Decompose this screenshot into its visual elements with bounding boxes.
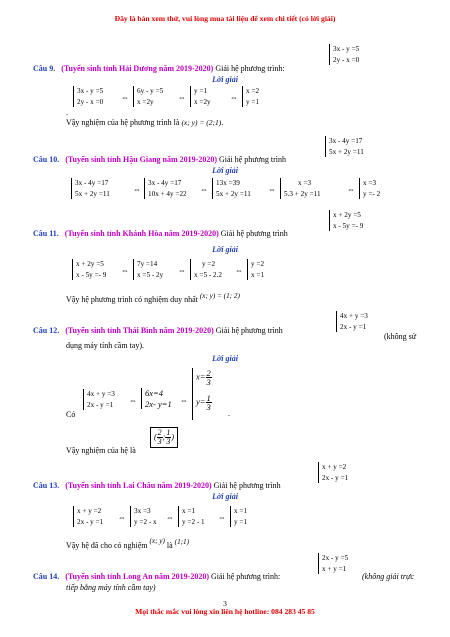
q13-step-4-eq-2: y =1 xyxy=(234,517,248,526)
q12-step-3 xyxy=(192,368,212,420)
q12-x-numerator: 2 xyxy=(206,368,211,378)
q13-conclusion xyxy=(66,537,190,550)
q9-step-2-eq-2: x =2y xyxy=(137,97,154,106)
q12-answer-box: ( $\frac{2}{3}$ ; $\frac{1}{3}$ ) xyxy=(150,427,178,448)
q9-step-3-eq-1: y =1 xyxy=(194,87,208,95)
q10-step-1-eq-1: 3x - 4y =17 xyxy=(75,179,109,187)
q12-x-label: x= xyxy=(196,371,206,382)
q11-conclusion-text: Vậy hệ phương trình có nghiệm duy nhất xyxy=(66,295,198,304)
q9-source: (Tuyển sinh tỉnh Hải Dương năm 2019-2020) xyxy=(61,64,214,73)
q12-ans-den-2: 3 xyxy=(166,437,171,446)
q9-eq-1: 3x - y =5 xyxy=(333,45,360,53)
q11-eq-1: x + 2y =5 xyxy=(333,211,361,219)
equivalence-arrow: ⇔ xyxy=(230,93,238,102)
q9-system xyxy=(329,44,359,65)
q12-y-fraction xyxy=(206,394,212,411)
q9-step-3 xyxy=(190,86,211,107)
q11-step-4 xyxy=(247,259,264,280)
equivalence-arrow: ⇔ xyxy=(180,396,188,405)
q11-heading xyxy=(33,229,288,238)
q9-heading xyxy=(33,64,285,73)
q12-answer-fraction-1 xyxy=(157,429,163,446)
q12-y-value xyxy=(196,394,212,411)
q12-x-value xyxy=(196,369,212,386)
q11-step-1-eq-1: x + 2y =5 xyxy=(76,260,104,268)
q12-source: (Tuyển sinh tỉnh Thái Bình năm 2019-2020) xyxy=(65,326,214,335)
q12-eq-2: 2x - y =1 xyxy=(340,322,367,331)
q11-system xyxy=(329,210,363,231)
q11-step-1 xyxy=(72,259,106,280)
q13-step-3 xyxy=(178,506,205,527)
q10-step-5-eq-1: x =3 xyxy=(363,179,377,187)
q11-step-2-eq-2: x =5 - 2y xyxy=(137,270,164,279)
q9-step-1-eq-1: 3x - y =5 xyxy=(77,87,104,95)
q9-step-3-eq-2: x =2y xyxy=(194,97,211,106)
q12-x-denominator: 3 xyxy=(206,377,211,387)
q9-conclusion xyxy=(66,118,223,127)
q9-step-4 xyxy=(242,86,259,107)
q13-answer-var: (x; y) xyxy=(149,537,165,545)
q9-step-1 xyxy=(73,86,103,107)
q11-step-4-eq-2: x =1 xyxy=(251,270,265,279)
q13-step-1-eq-1: x + y =2 xyxy=(77,507,102,515)
q9-step-4-eq-2: y =1 xyxy=(246,97,260,106)
q9-answer: (x; y) = (2;1) xyxy=(181,118,222,127)
q13-step-1 xyxy=(73,506,103,527)
q10-step-4-eq-1: x =3 xyxy=(298,179,312,187)
q12-step-2-eq-2: 2x- y=1 xyxy=(145,398,172,409)
q10-step-3-eq-2: 5x + 2y =11 xyxy=(216,189,251,198)
q10-step-4 xyxy=(280,178,321,199)
q9-step-4-eq-1: x =2 xyxy=(246,87,260,95)
q13-heading xyxy=(33,481,281,490)
q14-note-1: (không giải trực xyxy=(362,572,414,581)
q12-conclusion: Vậy nghiệm của hệ là xyxy=(66,446,136,455)
q10-step-2-eq-1: 3x - 4y =17 xyxy=(148,179,182,187)
q12-y-denominator: 3 xyxy=(206,402,211,412)
q9-dot: . xyxy=(66,108,68,117)
page-footer: Mọi thắc mắc vui lòng xin liên hệ hotline: 084 283 45 85 xyxy=(135,607,315,616)
q11-step-4-eq-1: y =2 xyxy=(251,260,265,268)
q12-co: Có xyxy=(66,410,76,419)
q10-step-2-eq-2: 10x + 4y =22 xyxy=(148,189,187,198)
q10-solution-label: Lời giải xyxy=(212,166,238,175)
q12-step-1 xyxy=(83,389,115,410)
q12-step-1-eq-1: 4x + y =3 xyxy=(87,390,115,398)
q13-solution-label: Lời giải xyxy=(212,492,238,501)
q12-prompt: Giải hệ phương trình xyxy=(215,326,283,335)
q13-step-2-eq-2: y =2 - x xyxy=(134,517,157,526)
q9-step-2-eq-1: 6y - y =5 xyxy=(137,87,164,95)
q9-end: . xyxy=(221,118,224,127)
equivalence-arrow: ⇔ xyxy=(133,185,141,194)
q13-step-2 xyxy=(130,506,157,527)
q12-eq-1: 4x + y =3 xyxy=(340,312,368,320)
q10-step-5-eq-2: y =- 2 xyxy=(363,189,381,198)
q11-step-2 xyxy=(133,259,163,280)
q12-ans-num-1: 2 xyxy=(157,428,162,437)
q10-step-3-eq-1: 13x =39 xyxy=(216,179,240,187)
q10-step-1-eq-2: 5x + 2y =11 xyxy=(75,189,110,198)
q14-prompt: Giải hệ phương trình: xyxy=(210,572,281,581)
q13-step-1-eq-2: 2x - y =1 xyxy=(77,517,104,526)
q13-step-3-eq-1: x =1 xyxy=(182,507,196,515)
equivalence-arrow: ⇔ xyxy=(347,185,355,194)
q12-y-label: y= xyxy=(196,396,206,407)
equivalence-arrow: ⇔ xyxy=(166,513,174,522)
q9-step-2 xyxy=(133,86,163,107)
q13-system xyxy=(318,462,348,483)
q14-number: Câu 14. xyxy=(33,572,60,581)
q13-conclusion-text: Vậy hệ đã cho có nghiệm xyxy=(66,541,148,550)
q12-system xyxy=(336,311,368,332)
q11-solution-label: Lời giải xyxy=(212,245,238,254)
q11-answer: (x; y) = (1; 2) xyxy=(199,292,240,300)
q13-step-3-eq-2: y =2 - 1 xyxy=(182,517,205,526)
equivalence-arrow: ⇔ xyxy=(178,266,186,275)
q14-note-2: tiếp bằng máy tính cầm tay) xyxy=(66,583,156,592)
q10-step-5 xyxy=(359,178,380,199)
equivalence-arrow: ⇔ xyxy=(129,396,137,405)
q9-eq-2: 2y - x =0 xyxy=(333,55,360,64)
q14-eq-1: 2x - y =5 xyxy=(322,554,349,562)
equivalence-arrow: ⇔ xyxy=(121,93,129,102)
q11-step-3-eq-1: y =2 xyxy=(202,260,216,268)
q9-step-1-eq-2: 2y - x =0 xyxy=(77,97,104,106)
q12-note-2: dụng máy tính cầm tay). xyxy=(66,341,144,350)
q13-prompt: Giải hệ phương trình xyxy=(213,481,281,490)
q13-eq-1: x + y =2 xyxy=(322,463,347,471)
equivalence-arrow: ⇔ xyxy=(235,266,243,275)
q11-step-3-eq-2: x =5 - 2.2 xyxy=(194,270,223,279)
q9-prompt: Giải hệ phương trình: xyxy=(215,64,285,73)
q10-step-3 xyxy=(212,178,251,199)
q10-eq-1: 3x - 4y =17 xyxy=(329,137,363,145)
q13-step-4-eq-1: x =1 xyxy=(234,507,248,515)
q11-source: (Tuyển sinh tỉnh Khánh Hòa năm 2019-2020) xyxy=(64,229,219,238)
q11-step-2-eq-1: 7y =14 xyxy=(137,260,158,268)
q10-step-4-eq-2: 5.3 + 2y =11 xyxy=(284,189,321,198)
q10-step-1 xyxy=(71,178,110,199)
q11-conclusion xyxy=(66,292,240,304)
q14-eq-2: x + y =1 xyxy=(322,564,347,573)
equivalence-arrow: ⇔ xyxy=(200,185,208,194)
q13-eq-2: 2x - y =1 xyxy=(322,473,349,482)
q12-step-2 xyxy=(141,388,172,409)
q10-heading xyxy=(33,155,286,164)
q9-solution-label: Lời giải xyxy=(212,75,238,84)
q10-number: Câu 10. xyxy=(33,155,60,164)
q12-number: Câu 12. xyxy=(33,326,60,335)
q9-number: Câu 9. xyxy=(33,64,56,73)
q14-source: (Tuyển sinh tỉnh Long An năm 2019-2020) xyxy=(65,572,209,581)
equivalence-arrow: ⇔ xyxy=(218,513,226,522)
page-header: Đây là bản xem thử, vui lòng mua tài liệu để xem chi tiết (có lời giải) xyxy=(114,14,336,23)
q10-prompt: Giải hệ phương trình xyxy=(218,155,286,164)
q11-step-3 xyxy=(190,259,222,280)
q12-ans-num-2: 1 xyxy=(166,428,171,437)
q12-y-numerator: 1 xyxy=(206,393,211,403)
q13-la: là xyxy=(166,541,173,550)
q10-source: (Tuyển sinh tỉnh Hậu Giang năm 2019-2020) xyxy=(65,155,217,164)
equivalence-arrow: ⇔ xyxy=(121,266,129,275)
q10-system xyxy=(325,136,364,157)
q13-source: (Tuyển sinh tỉnh Lai Châu năm 2019-2020) xyxy=(65,481,212,490)
q13-number: Câu 13. xyxy=(33,481,60,490)
page-number: 3 xyxy=(223,599,227,608)
q12-step-2-eq-1: 6x=4 xyxy=(145,388,164,398)
q13-step-4 xyxy=(230,506,247,527)
q12-answer-fraction-2 xyxy=(165,429,171,446)
q12-note-1: (không sử xyxy=(384,332,417,341)
q14-heading xyxy=(33,572,280,581)
q11-prompt: Giải hệ phương trình xyxy=(220,229,288,238)
equivalence-arrow: ⇔ xyxy=(178,93,186,102)
q11-number: Câu 11. xyxy=(33,229,59,238)
q11-eq-2: x - 5y =- 9 xyxy=(333,221,364,230)
q12-x-fraction xyxy=(206,369,212,386)
q12-comma: . xyxy=(228,409,230,418)
q13-answer: (1;1) xyxy=(174,538,190,546)
q12-step-1-eq-2: 2x - y =1 xyxy=(87,400,114,409)
q13-step-2-eq-1: 3x =3 xyxy=(134,507,151,515)
q9-conclusion-text: Vậy nghiệm của hệ phương trình là xyxy=(66,118,180,127)
equivalence-arrow: ⇔ xyxy=(118,513,126,522)
q12-solution-label: Lời giải xyxy=(212,354,238,363)
q12-heading xyxy=(33,326,283,335)
equivalence-arrow: ⇔ xyxy=(268,185,276,194)
q10-eq-2: 5x + 2y =11 xyxy=(329,147,364,156)
q11-step-1-eq-2: x - 5y =- 9 xyxy=(76,270,107,279)
q10-step-2 xyxy=(144,178,187,199)
q14-system xyxy=(318,553,348,574)
q12-ans-den-1: 3 xyxy=(157,437,162,446)
